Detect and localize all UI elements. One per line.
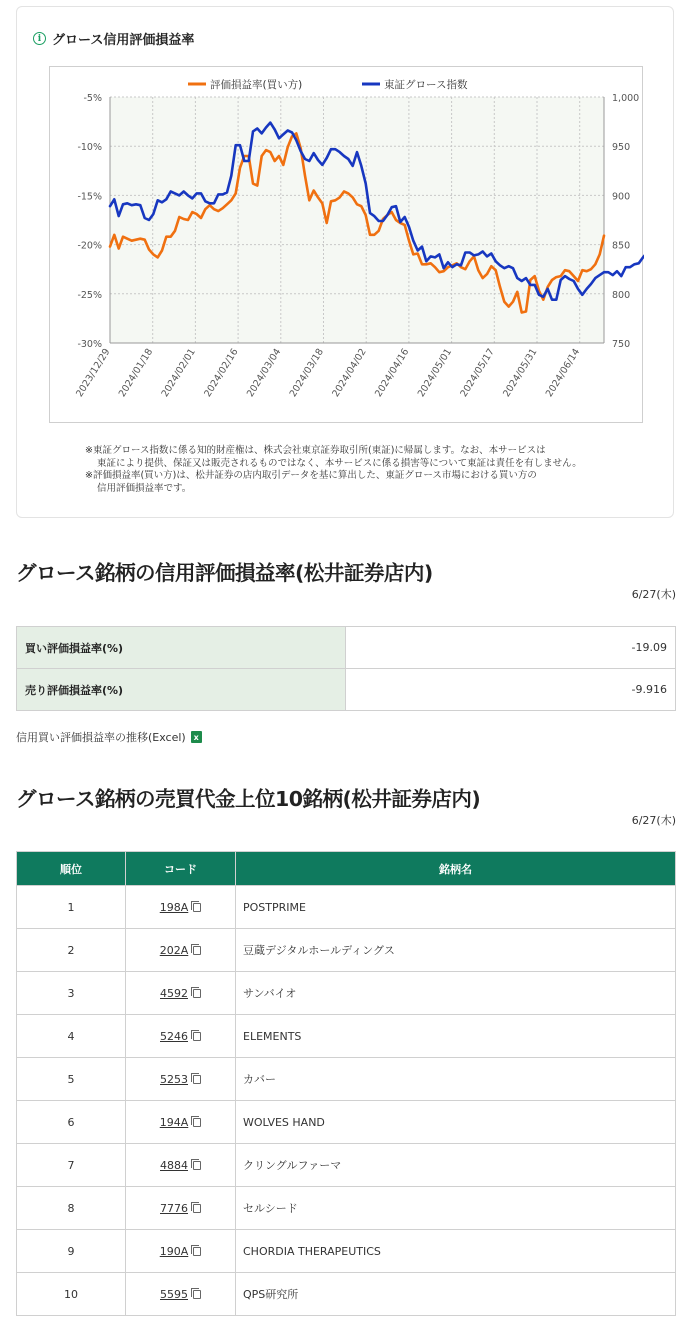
card-title-text: グロース信用評価損益率: [52, 33, 195, 48]
stock-name-cell: POSTPRIME: [236, 886, 676, 929]
code-cell: [126, 1230, 236, 1273]
x-axis-tick-label: 2024/05/31: [501, 346, 540, 400]
chart-notes: [85, 445, 582, 495]
copy-icon[interactable]: [193, 1075, 201, 1084]
copy-icon[interactable]: [193, 989, 201, 998]
code-cell: [126, 1101, 236, 1144]
excel-icon[interactable]: x: [191, 731, 202, 743]
left-axis-tick-label: -10%: [77, 142, 102, 154]
left-axis-tick-label: -5%: [83, 93, 102, 104]
code-cell: [126, 1144, 236, 1187]
stock-code-link[interactable]: 202A: [159, 943, 189, 957]
x-axis-tick-label: 2024/03/04: [244, 346, 284, 400]
ranking-table-body: [17, 886, 676, 1316]
rank-cell: 10: [17, 1273, 126, 1316]
copy-icon[interactable]: [193, 1032, 201, 1041]
right-axis-tick-label: 800: [612, 289, 631, 301]
stock-name-cell: QPS研究所: [236, 1273, 676, 1316]
stock-name-cell: ELEMENTS: [236, 1015, 676, 1058]
table-row: [17, 669, 676, 711]
code-cell: [126, 972, 236, 1015]
copy-icon[interactable]: [193, 1247, 201, 1256]
right-axis-tick-label: 950: [612, 142, 631, 154]
stock-code-link[interactable]: 4592: [160, 986, 188, 1000]
stock-name-cell: CHORDIA THERAPEUTICS: [236, 1230, 676, 1273]
left-axis-tick-label: -15%: [77, 191, 102, 203]
section-title-ranking: グロース銘柄の売買代金上位10銘柄(松井証券店内): [16, 787, 481, 811]
stock-name-cell: セルシード: [236, 1187, 676, 1230]
stock-name-cell: サンバイオ: [236, 972, 676, 1015]
rank-cell: 4: [17, 1015, 126, 1058]
sell-rate-value: -9.916: [346, 669, 676, 711]
x-axis-tick-label: 2024/01/18: [116, 346, 156, 400]
stock-name-cell: WOLVES HAND: [236, 1101, 676, 1144]
code-cell: [126, 929, 236, 972]
stock-name-cell: 豆蔵デジタルホールディングス: [236, 929, 676, 972]
rank-cell: 2: [17, 929, 126, 972]
header-rank: 順位: [17, 852, 126, 886]
code-cell: [126, 886, 236, 929]
buy-rate-value: -19.09: [346, 627, 676, 669]
stock-code-link[interactable]: 5246: [160, 1029, 188, 1043]
note-line: ※東証グロース指数に係る知的財産権は、株式会社東京証券取引所(東証)に帰属します。なお、本サービスは: [85, 445, 546, 456]
rank-cell: 6: [17, 1101, 126, 1144]
copy-icon[interactable]: [193, 1204, 201, 1213]
x-axis-tick-label: 2023/12/29: [74, 346, 113, 400]
stock-code-link[interactable]: 5253: [160, 1072, 188, 1086]
stock-code-link[interactable]: 190A: [159, 1244, 189, 1258]
right-axis-tick-label: 1,000: [612, 93, 640, 104]
legend-label: 評価損益率(買い方): [210, 79, 303, 91]
left-axis-tick-label: -25%: [77, 289, 102, 301]
sell-rate-label: 売り評価損益率(%): [17, 669, 346, 711]
x-axis-tick-label: 2024/02/01: [159, 346, 198, 400]
rank-cell: 5: [17, 1058, 126, 1101]
right-axis-tick-label: 900: [612, 191, 631, 203]
info-icon[interactable]: i: [33, 32, 46, 45]
table-row: [17, 1187, 676, 1230]
stock-code-link[interactable]: 198A: [159, 900, 189, 914]
rank-cell: 1: [17, 886, 126, 929]
card-title: [33, 29, 194, 48]
table-row: [17, 627, 676, 669]
table-row: [17, 1273, 676, 1316]
chart-card: [16, 6, 674, 518]
x-axis-tick-label: 2024/04/02: [330, 346, 369, 400]
left-axis-tick-label: -20%: [77, 240, 102, 252]
stock-code-link[interactable]: 7776: [160, 1201, 188, 1215]
x-axis-tick-label: 2024/05/01: [415, 346, 455, 400]
stock-name-cell: カバー: [236, 1058, 676, 1101]
margin-rate-table: [16, 626, 676, 711]
note-line: 東証により提供、保証又は販売されるものではなく、本サービスに係る損害等について東証は責任を有しません。: [97, 457, 582, 469]
table-row: [17, 1015, 676, 1058]
x-axis-tick-label: 2024/03/18: [287, 346, 327, 400]
x-axis-tick-label: 2024/05/17: [458, 346, 497, 400]
right-axis-tick-label: 750: [612, 339, 631, 350]
table-row: [17, 972, 676, 1015]
rank-cell: 3: [17, 972, 126, 1015]
note-line: 信用評価損益率です。: [97, 482, 192, 494]
table-row: [17, 929, 676, 972]
excel-download-link[interactable]: [16, 729, 202, 745]
copy-icon[interactable]: [193, 1290, 201, 1299]
code-cell: [126, 1015, 236, 1058]
stock-code-link[interactable]: 5595: [160, 1287, 188, 1301]
right-axis-tick-label: 850: [612, 240, 631, 252]
table-header-row: [17, 852, 676, 886]
table-row: [17, 1230, 676, 1273]
rank-cell: 9: [17, 1230, 126, 1273]
table-row: [17, 886, 676, 929]
table-row: [17, 1101, 676, 1144]
header-name: 銘柄名: [236, 852, 676, 886]
x-axis-tick-label: 2024/06/14: [543, 346, 583, 400]
stock-name-cell: クリングルファーマ: [236, 1144, 676, 1187]
line-chart: [50, 67, 644, 424]
rank-cell: 8: [17, 1187, 126, 1230]
ranking-table: [16, 851, 676, 1316]
table-row: [17, 1144, 676, 1187]
left-axis-tick-label: -30%: [77, 339, 102, 350]
copy-icon[interactable]: [193, 903, 201, 912]
legend-label: 東証グロース指数: [384, 79, 468, 91]
copy-icon[interactable]: [193, 946, 201, 955]
copy-icon[interactable]: [193, 1161, 201, 1170]
section-date: 6/27(木): [631, 814, 676, 827]
excel-link-text[interactable]: 信用買い評価損益率の推移(Excel): [16, 731, 186, 744]
section-date: 6/27(木): [631, 588, 676, 601]
code-cell: [126, 1273, 236, 1316]
rank-cell: 7: [17, 1144, 126, 1187]
chart-area: [49, 66, 643, 423]
x-axis-tick-label: 2024/02/16: [202, 346, 241, 400]
buy-rate-label: 買い評価損益率(%): [17, 627, 346, 669]
code-cell: [126, 1058, 236, 1101]
stock-code-link[interactable]: 194A: [159, 1115, 189, 1129]
note-line: ※評価損益率(買い方)は、松井証券の店内取引データを基に算出した、東証グロース市場における買い方の: [85, 470, 537, 481]
table-row: [17, 1058, 676, 1101]
section-title-margin: グロース銘柄の信用評価損益率(松井証券店内): [16, 561, 433, 585]
header-code: コード: [126, 852, 236, 886]
code-cell: [126, 1187, 236, 1230]
x-axis-tick-label: 2024/04/16: [373, 346, 412, 400]
stock-code-link[interactable]: 4884: [160, 1158, 188, 1172]
copy-icon[interactable]: [193, 1118, 201, 1127]
